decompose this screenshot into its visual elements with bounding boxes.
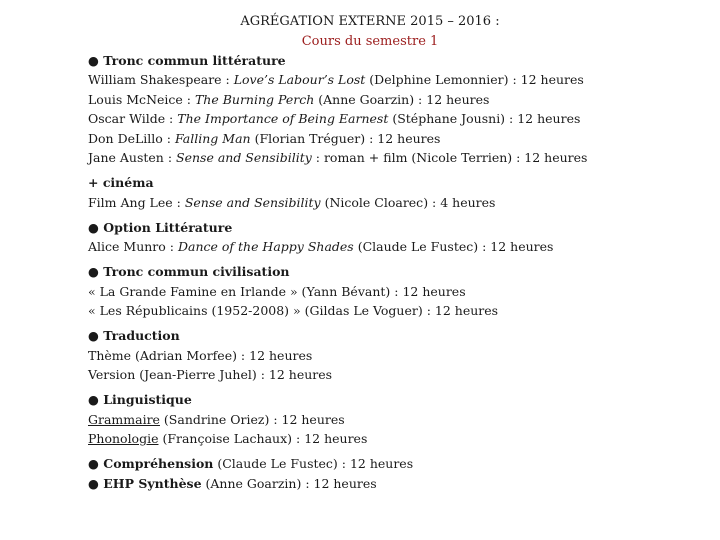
course-details: (Claude Le Fustec) : 12 heures xyxy=(213,456,414,471)
section-heading-tronc-litterature: ● Tronc commun littérature xyxy=(88,53,286,68)
work-title: Love’s Labour’s Lost xyxy=(233,72,366,87)
course-line xyxy=(88,71,584,89)
section-heading-cinema: + cinéma xyxy=(88,175,154,190)
subject-name: Phonologie xyxy=(88,431,159,446)
course-line xyxy=(88,430,367,448)
section-heading-comprehension: ● Compréhension xyxy=(88,456,214,471)
subject-name: Grammaire xyxy=(88,412,160,427)
course-line xyxy=(88,194,495,212)
section-heading-ehp: ● EHP Synthèse xyxy=(88,476,202,491)
section-heading-linguistique: ● Linguistique xyxy=(88,392,192,407)
course-line: Thème (Adrian Morfee) : 12 heures xyxy=(88,348,313,363)
course-line xyxy=(88,411,345,429)
work-title: Falling Man xyxy=(174,131,251,146)
author: Don DeLillo : xyxy=(88,131,175,146)
course-line xyxy=(88,110,580,128)
course-details: (Delphine Lemonnier) : 12 heures xyxy=(365,72,584,87)
author: Louis McNeice : xyxy=(88,92,195,107)
page-title: AGRÉGATION EXTERNE 2015 – 2016 : xyxy=(240,14,500,29)
course-details: (Florian Tréguer) : 12 heures xyxy=(250,131,441,146)
work-title: Dance of the Happy Shades xyxy=(177,239,354,254)
course-line-ehp xyxy=(88,475,377,493)
course-line xyxy=(88,130,440,148)
course-details: (Claude Le Fustec) : 12 heures xyxy=(353,239,554,254)
work-title: The Importance of Being Earnest xyxy=(177,111,389,126)
author: Alice Munro : xyxy=(88,239,178,254)
work-title: Sense and Sensibility xyxy=(184,195,321,210)
section-heading-tronc-civilisation: ● Tronc commun civilisation xyxy=(88,264,290,279)
section-heading-option-litterature: ● Option Littérature xyxy=(88,220,233,235)
page-subtitle: Cours du semestre 1 xyxy=(301,34,439,49)
author: Jane Austen : xyxy=(88,150,177,165)
course-line: « La Grande Famine en Irlande » (Yann Bévant) : 12 heures xyxy=(88,284,466,299)
author: Film Ang Lee : xyxy=(88,195,185,210)
course-details: (Anne Goarzin) : 12 heures xyxy=(314,92,490,107)
work-title: Sense and Sensibility xyxy=(176,150,312,165)
course-line xyxy=(88,149,587,167)
course-details: (Françoise Lachaux) : 12 heures xyxy=(158,431,368,446)
course-details: : roman + film (Nicole Terrien) : 12 heures xyxy=(311,150,588,165)
author: William Shakespeare : xyxy=(88,72,234,87)
section-heading-traduction: ● Traduction xyxy=(88,328,180,343)
course-details: (Nicole Cloarec) : 4 heures xyxy=(320,195,496,210)
course-details: (Sandrine Oriez) : 12 heures xyxy=(159,412,345,427)
author: Oscar Wilde : xyxy=(88,111,178,126)
course-line xyxy=(88,238,553,256)
course-details: (Anne Goarzin) : 12 heures xyxy=(201,476,377,491)
course-line xyxy=(88,91,489,109)
course-line: Version (Jean-Pierre Juhel) : 12 heures xyxy=(88,367,333,382)
course-line: « Les Républicains (1952-2008) » (Gildas Le Voguer) : 12 heures xyxy=(88,303,499,318)
work-title: The Burning Perch xyxy=(194,92,315,107)
course-line-comprehension xyxy=(88,455,413,473)
course-details: (Stéphane Jousni) : 12 heures xyxy=(388,111,581,126)
